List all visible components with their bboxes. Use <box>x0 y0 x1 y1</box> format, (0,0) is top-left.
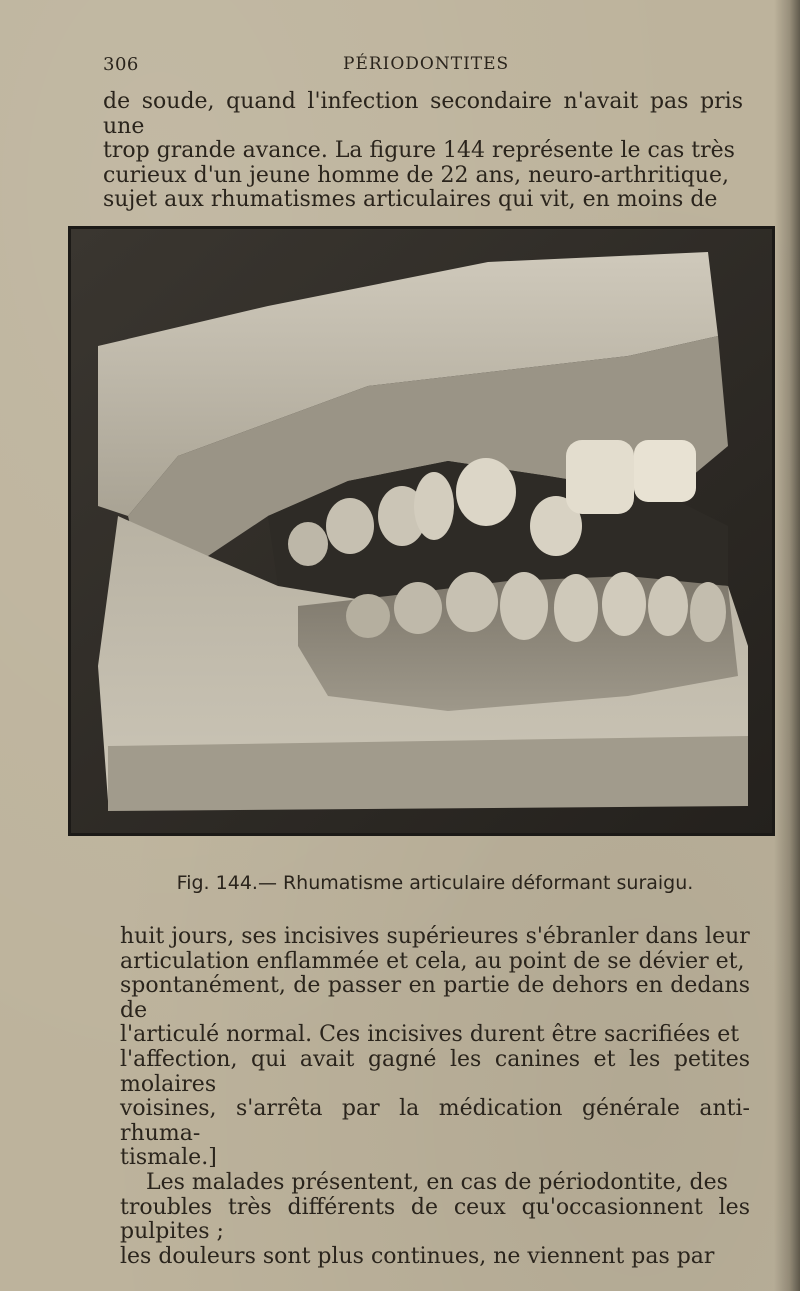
text-line: curieux d'un jeune homme de 22 ans, neuro-arthritique, <box>103 162 729 188</box>
text-line: articulation enflammée et cela, au point de se dévier et, <box>120 948 745 974</box>
text-line: l'affection, qui avait gagné les canines et les petites molaires <box>120 1046 750 1097</box>
text-line: troubles très différents de ceux qu'occasionnent les pulpites ; <box>120 1194 750 1245</box>
text-line: huit jours, ses incisives supérieures s'ébranler dans leur <box>120 924 750 949</box>
text-line: l'articulé normal. Ces incisives durent être sacrifiées et <box>120 1022 740 1048</box>
text-line: tismale.] <box>120 1145 217 1171</box>
running-head <box>103 54 743 82</box>
figure-caption: Fig. 144.— Rhumatisme articulaire déformant suraigu. <box>176 872 694 894</box>
dental-cast-illustration <box>68 226 775 836</box>
text-line: les douleurs sont plus continues, ne viennent pas par <box>120 1243 715 1269</box>
text-line: trop grande avance. La figure 144 représente le cas très <box>103 138 735 163</box>
running-title: PÉRIODONTITES <box>343 54 510 74</box>
text-line: spontanément, de passer en partie de dehors en dedans de <box>120 973 750 1023</box>
text-line: sujet aux rhumatismes articulaires qui vit, en moins de <box>103 187 718 212</box>
text-line: Les malades présentent, en cas de périodontite, des <box>146 1169 728 1195</box>
text-line: de soude, quand l'infection secondaire n'avait pas pris une <box>103 89 743 139</box>
top-paragraph <box>103 90 743 213</box>
page-edge-shadow <box>774 0 800 1291</box>
page-number: 306 <box>103 54 139 75</box>
text-line: voisines, s'arrêta par la médication générale anti-rhuma- <box>120 1096 750 1146</box>
figure-dental-cast-photo <box>68 226 775 836</box>
bottom-text <box>120 925 750 1269</box>
